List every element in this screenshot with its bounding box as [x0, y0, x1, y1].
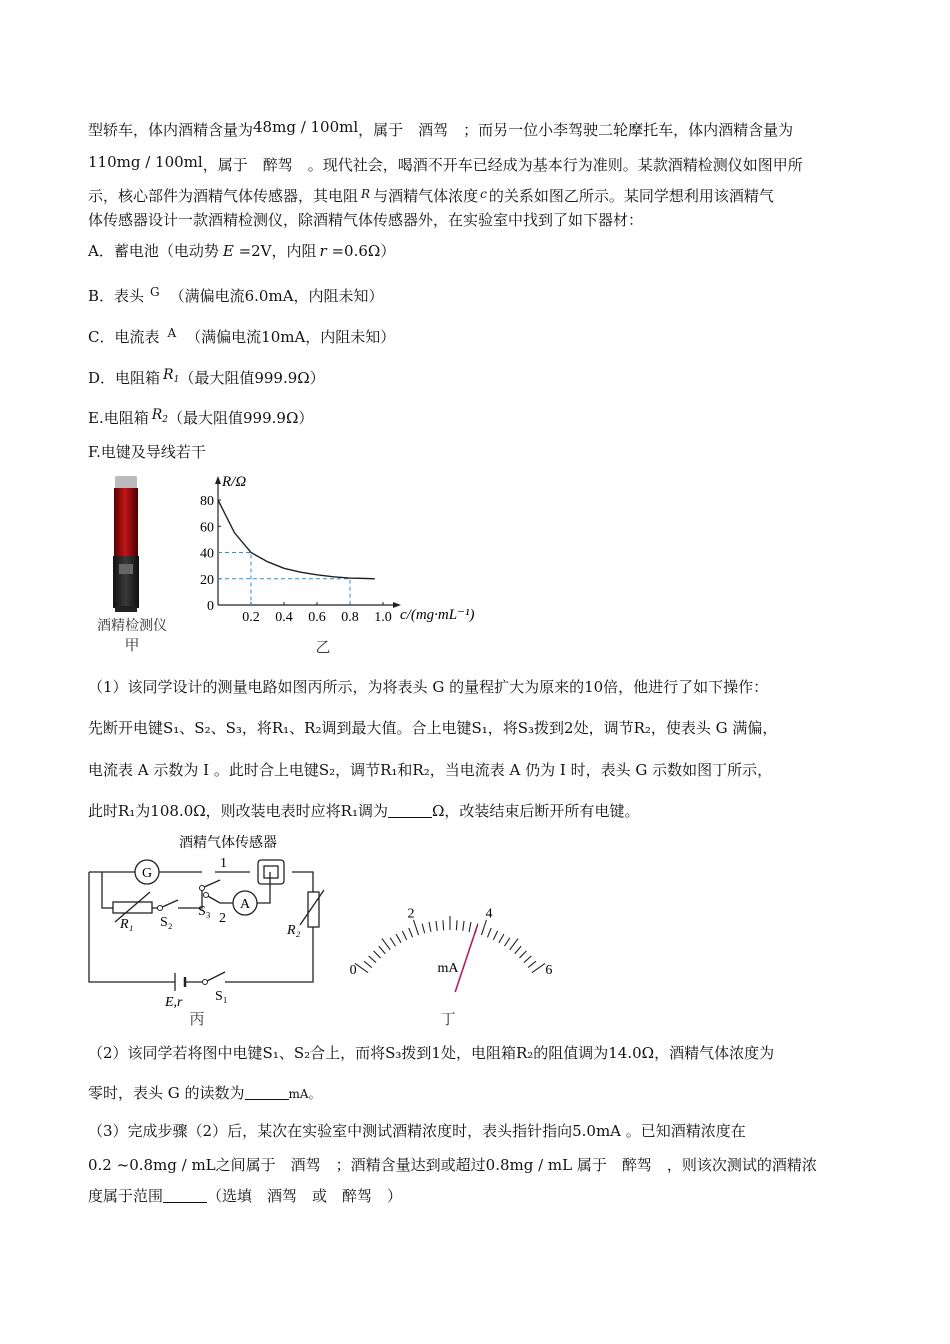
text-frag: （3）完成步骤（2）后，某次在实验室中测试酒精浓度时，表头指针指向5.0mA 。已知酒精浓度在 [88, 1122, 746, 1140]
text-frag: E.电阻箱 [88, 409, 149, 427]
meter-tick [504, 938, 509, 946]
r-vs-c-chart [190, 470, 510, 660]
answer-blank-2[interactable] [245, 1085, 289, 1100]
y-tick-label: 60 [200, 520, 214, 536]
series-line [218, 500, 375, 579]
meter-dial [349, 880, 555, 1030]
meter-tick [436, 921, 437, 931]
text-frag: =2V，内阻 [233, 242, 317, 260]
item-B [88, 281, 384, 307]
meter-tick [379, 946, 385, 954]
meter-tick [532, 963, 545, 972]
meter-tick [463, 921, 464, 931]
label-er: E,r [165, 995, 183, 1010]
text-frag: （满偏电流6.0mA，内阻未知） [169, 287, 384, 305]
yi-caption: 乙 [315, 640, 331, 656]
answer-blank-3[interactable] [163, 1188, 207, 1203]
resistor-r2 [308, 892, 319, 927]
text-frag: （2）该同学若将图中电键S₁、S₂合上，而将S₃拨到1处，电阻箱R₂的阻值调为14.0Ω，酒精气体浓度为 [88, 1044, 775, 1062]
y-tick-label: 80 [200, 494, 214, 509]
var-c: c [480, 187, 487, 201]
jia-label: 酒精检测仪 [97, 619, 167, 634]
q1-line-3 [88, 759, 772, 781]
label-r2: R₂ [287, 923, 301, 938]
ding-caption: 丁 [440, 1012, 456, 1028]
line-2 [88, 151, 803, 176]
y-axis-label: R/Ω [222, 474, 247, 490]
text-frag: 型轿车，体内酒精含量为 [88, 121, 254, 139]
subscript: 1 [173, 375, 180, 385]
sym-A: A [167, 326, 177, 340]
text-frag: Ω，改装结束后断开所有电键。 [432, 802, 640, 820]
label-r1: R₁ [120, 917, 134, 932]
text-frag: ，属于 酒驾 ；而另一位小李驾驶二轮摩托车，体内酒精含量为 [358, 121, 794, 139]
meter-tick [487, 928, 491, 937]
var-R2 [149, 407, 168, 423]
text-frag: 体传感器设计一款酒精检测仪，除酒精气体传感器外，在实验室中找到了如下器材： [88, 211, 644, 229]
device-body [113, 556, 139, 608]
meter-unit: mA [437, 961, 459, 976]
q3-line-2 [88, 1154, 817, 1176]
text-frag: 此时R₁为108.0Ω，则改装电表时应将R₁调为 [88, 802, 388, 820]
meter-tick [364, 961, 372, 967]
meter-tick [355, 963, 368, 972]
meter-tick [409, 928, 413, 937]
meter-tick [456, 920, 457, 930]
node [204, 893, 209, 898]
y-tick-label: 20 [200, 572, 214, 588]
line-4 [88, 209, 643, 231]
meter-tick [382, 939, 390, 950]
text-frag: 48mg / 100ml [253, 118, 359, 136]
switch-s1 [205, 972, 225, 982]
text-frag: （1）该同学设计的测量电路如图丙所示，为将表头 G 的量程扩大为原来的10倍，他进行了如下操作： [88, 678, 769, 696]
meter-tick-label: 6 [545, 963, 553, 979]
text-frag: （满偏电流10mA，内阻未知） [186, 328, 396, 346]
line-3 [88, 183, 774, 207]
text-frag: F.电键及导线若干 [88, 443, 206, 461]
text-frag: 电流表 A 示数为 I 。此时合上电键S₂，调节R₁和R₂，当电流表 A 仍为 I 时，表头 G 示数如图丁所示， [88, 761, 773, 779]
text-frag: R [151, 407, 163, 423]
text-frag: 的关系如图乙所示。某同学想利用该酒精气 [488, 187, 774, 205]
label-pos2: 2 [219, 911, 226, 926]
x-tick-label: 0.6 [308, 610, 326, 625]
bing-caption: 丙 [189, 1012, 205, 1028]
text-frag: R [163, 367, 174, 383]
text-frag: 110mg / 100ml [88, 153, 203, 171]
line-1 [88, 116, 793, 141]
meter-tick [422, 924, 425, 934]
meter-tick [396, 934, 401, 943]
var-R1 [160, 367, 179, 383]
text-frag: C．电流表 [88, 328, 160, 346]
x-tick-label: 0.8 [341, 610, 359, 625]
reference-line [218, 579, 350, 605]
breathalyzer-figure [88, 470, 188, 660]
var-E: E [222, 242, 234, 260]
sensor-core [264, 866, 278, 878]
q3-line-3 [88, 1185, 402, 1207]
var-r: r [319, 242, 327, 260]
item-C [88, 322, 395, 348]
chart-reference-lines [218, 553, 350, 606]
device-handle [115, 606, 137, 612]
text-frag: 零时，表头 G 的读数为 [88, 1084, 245, 1102]
node [203, 980, 208, 985]
x-axis-label: c/(mg·mL⁻¹) [400, 607, 475, 623]
y-axis-arrow [215, 476, 221, 484]
text-frag: 与酒精气体浓度 [373, 187, 479, 205]
device-tube [114, 488, 138, 558]
circuit-diagram [80, 830, 330, 1030]
sym-G: G [150, 285, 160, 299]
label-a: A [239, 897, 251, 912]
y-tick-label: 0 [207, 599, 214, 614]
meter-tick [429, 922, 431, 932]
label-pos1: 1 [220, 856, 227, 871]
node [158, 906, 163, 911]
meter-tick-label: 4 [485, 906, 493, 922]
subscript: 2 [162, 415, 168, 425]
device-screen [119, 564, 133, 574]
text-frag: 示，核心部件为酒精气体传感器，其电阻 [88, 187, 359, 205]
meter-tick [443, 920, 444, 930]
meter-tick [524, 956, 531, 963]
meter-tick-label: 0 [349, 963, 357, 979]
text-frag: （最大阻值999.9Ω） [179, 369, 325, 387]
text-frag: B．表头 [88, 287, 145, 305]
meter-tick [510, 939, 518, 950]
q2-line-1 [88, 1042, 774, 1064]
meter-tick [481, 920, 486, 935]
text-frag: D．电阻箱 [88, 369, 161, 387]
chart-axes [200, 476, 401, 625]
meter-tick [369, 956, 376, 963]
item-E [88, 404, 313, 431]
y-tick-label: 40 [200, 546, 214, 562]
meter-tick [499, 934, 504, 943]
node [200, 886, 205, 891]
item-D [88, 364, 325, 391]
text-frag: A．蓄电池（电动势 [88, 242, 219, 260]
item-A [88, 240, 395, 262]
text-frag: 度属于范围 [88, 1187, 164, 1205]
q1-line-1 [88, 676, 768, 698]
meter-needle [455, 926, 477, 992]
resistor-r2-arrow [300, 890, 324, 925]
x-tick-label: 1.0 [374, 610, 392, 625]
label-g: G [141, 866, 153, 881]
label-s1: S₁ [215, 989, 228, 1004]
text-frag: （最大阻值999.9Ω） [168, 409, 314, 427]
label-s3: S₃ [198, 904, 211, 919]
meter-tick [528, 961, 536, 967]
sensor-label: 酒精气体传感器 [179, 836, 277, 851]
x-tick-label: 0.4 [275, 610, 293, 625]
label-s2: S₂ [160, 915, 173, 930]
q1-line-2 [88, 717, 777, 739]
q1-line-4 [88, 800, 639, 822]
meter-tick [390, 938, 395, 946]
meter-tick [374, 951, 381, 958]
meter-tick [515, 946, 521, 954]
text-frag: （选填 酒驾 或 醉驾 ） [207, 1187, 403, 1205]
meter-tick [414, 920, 419, 935]
meter-tick [402, 931, 406, 940]
text-frag: mA。 [288, 1087, 321, 1101]
device-cap [115, 476, 137, 490]
text-frag: =0.6Ω） [326, 242, 396, 260]
q2-line-2 [88, 1082, 321, 1105]
item-F [88, 441, 206, 463]
text-frag: 先断开电键S₁、S₂、S₃，将R₁、R₂调到最大值。合上电键S₁，将S₃拨到2处，调节R₂，使表头 G 满偏， [88, 719, 778, 737]
var-R: R [361, 187, 371, 201]
x-tick-label: 0.2 [242, 610, 260, 625]
text-frag: 0.2 ~0.8mg / mL之间属于 酒驾 ；酒精含量达到或超过0.8mg / mL 属于 醉驾 ，则该次测试的酒精浓 [88, 1156, 817, 1174]
text-frag: ，属于 醉驾 。现代社会，喝酒不开车已经成为基本行为准则。某款酒精检测仪如图甲所 [202, 156, 803, 174]
meter-tick [493, 931, 497, 940]
sensor [258, 860, 284, 884]
chart-series [218, 500, 375, 579]
jia-caption: 甲 [124, 638, 140, 654]
meter-tick [519, 951, 526, 958]
meter-tick [469, 922, 471, 932]
answer-blank-1[interactable] [388, 803, 432, 818]
meter-tick-label: 2 [407, 906, 415, 922]
q3-line-1 [88, 1120, 746, 1142]
